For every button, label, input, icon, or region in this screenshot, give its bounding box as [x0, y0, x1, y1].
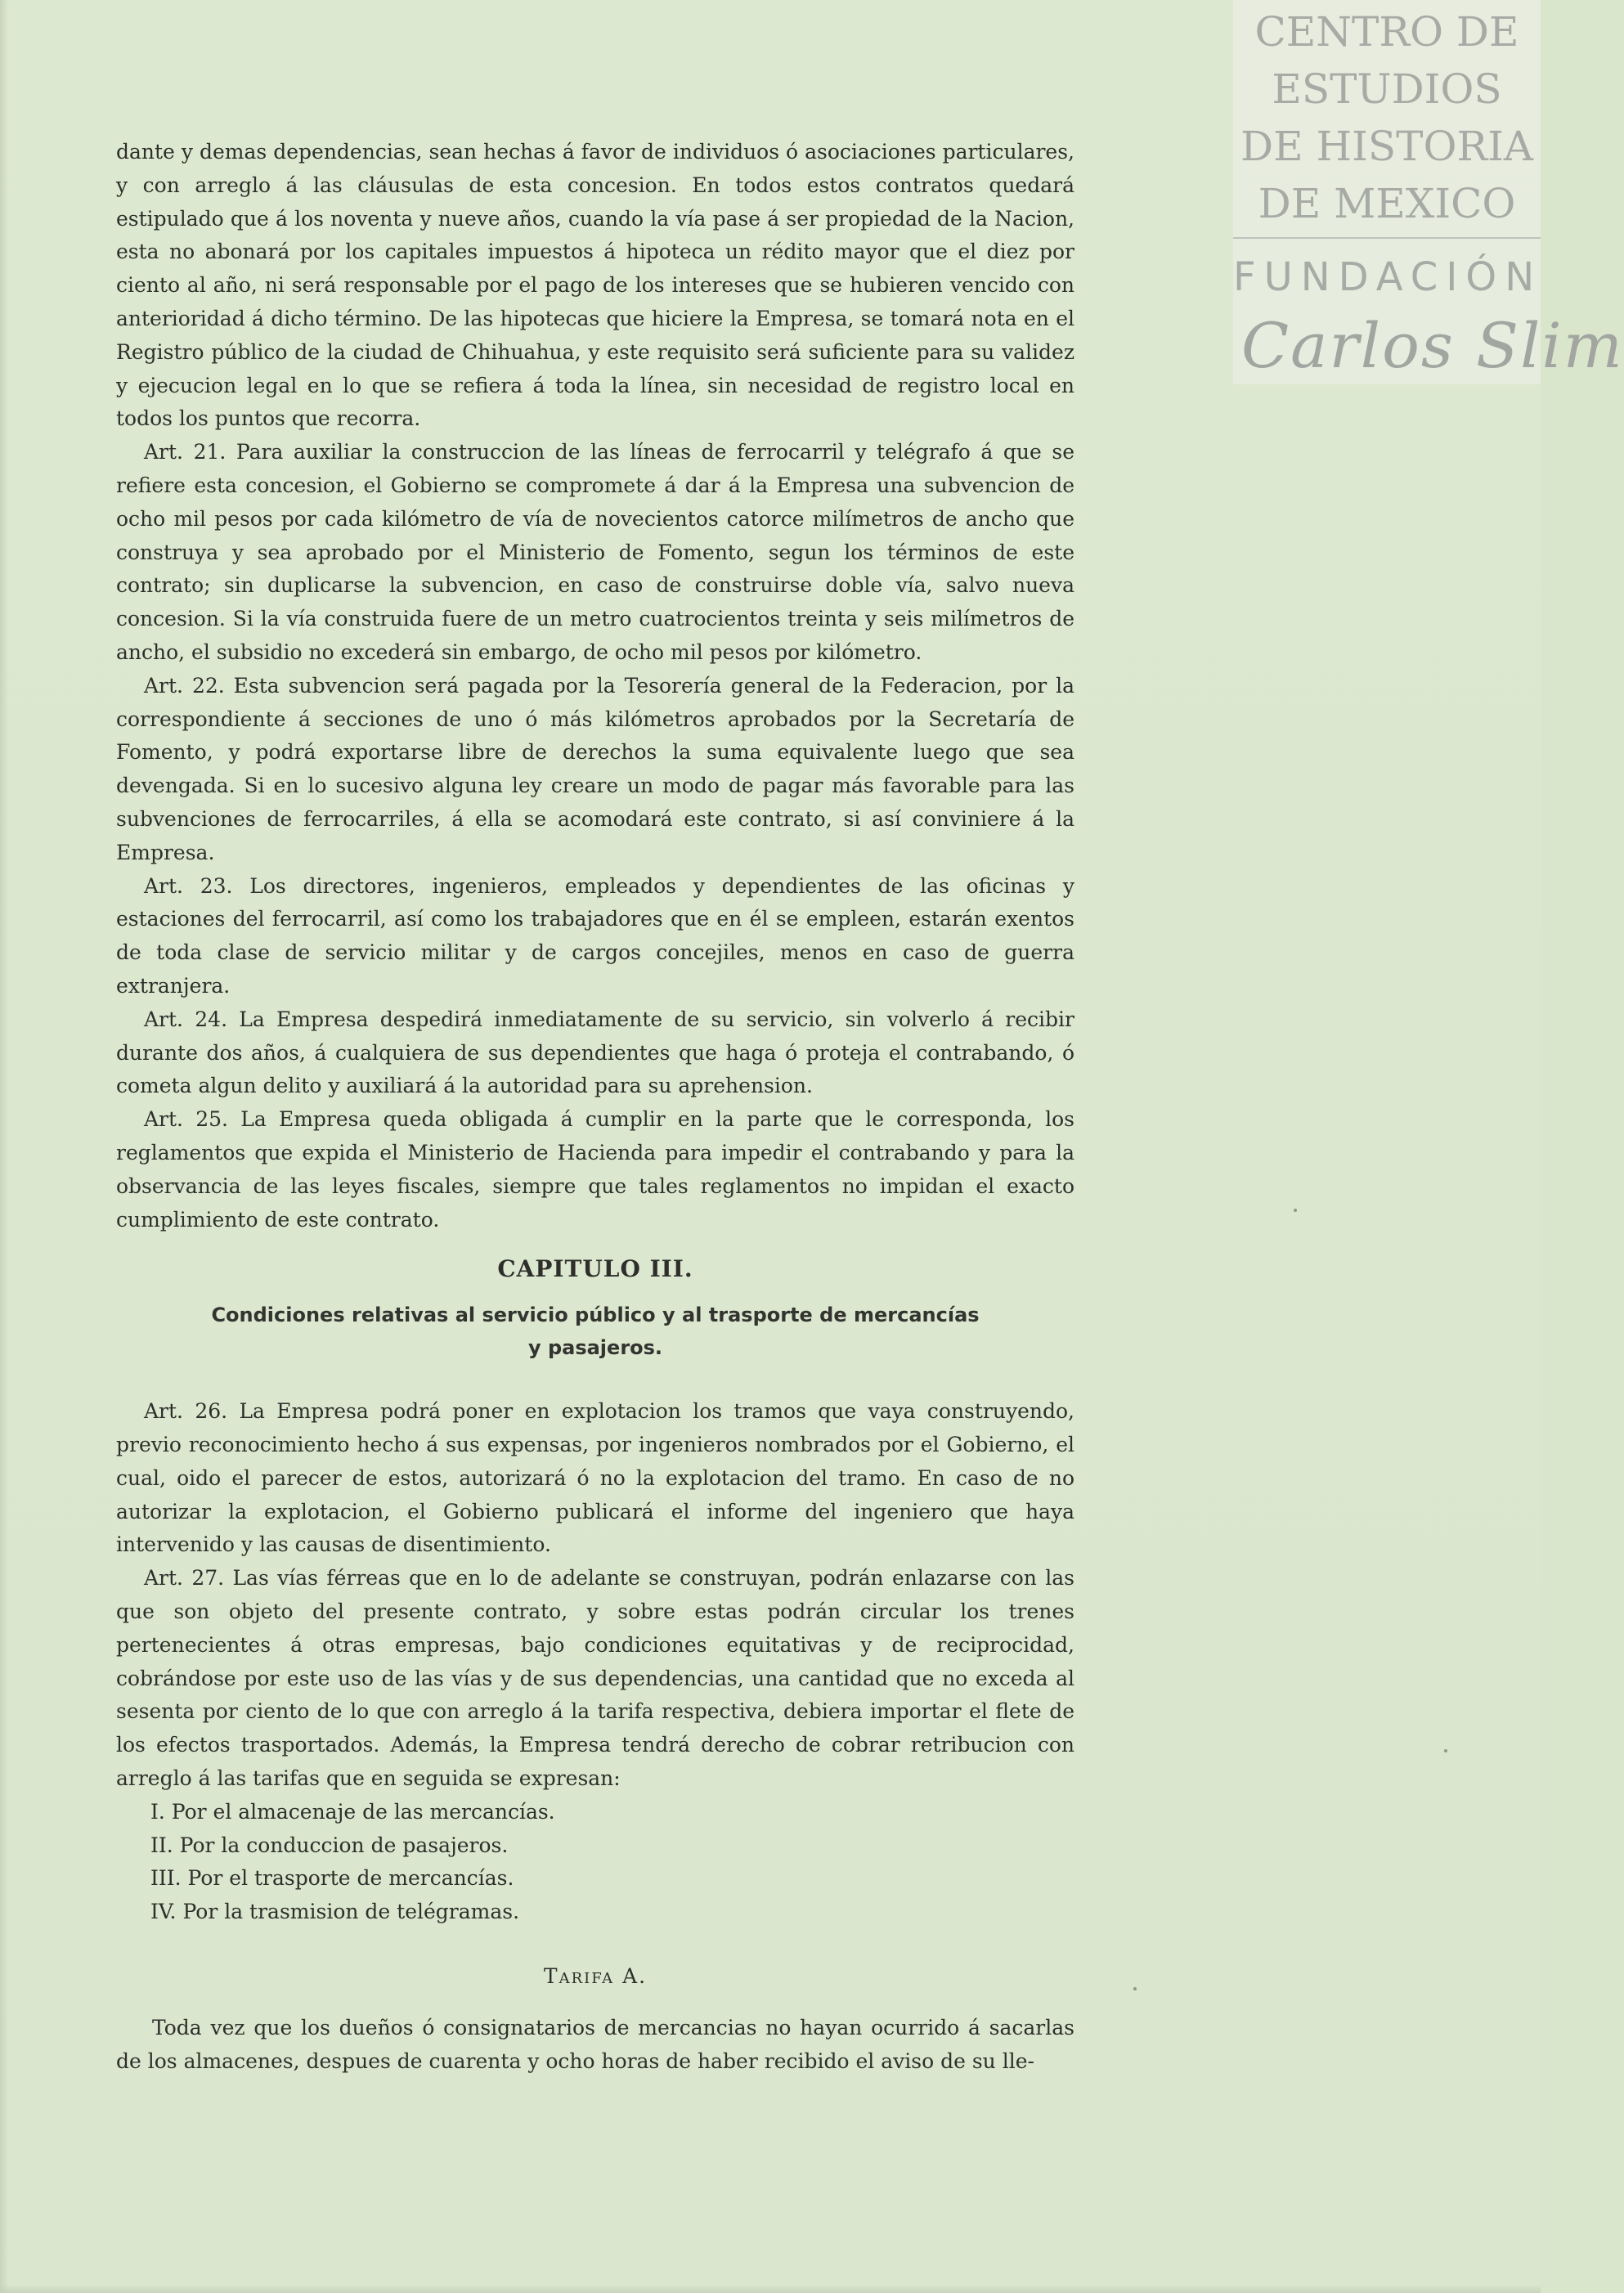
- article-25: Art. 25. La Empresa queda obligada á cumplir en la parte que le corresponda, los reglamentos que expida el Ministerio de Hacienda para impedir el contrabando y para la observancia de las leyes fiscales, siempre que tales reglamentos no impidan el exacto cumplimiento de este contrato.: [116, 1107, 1074, 1232]
- article-26: Art. 26. La Empresa podrá poner en explotacion los tramos que vaya construyendo, previo reconocimiento hecho á sus expensas, por ingenieros nombrados por el Gobierno, el cual, oido el parecer de estos, autorizará ó no la explotacion del tramo. En caso de no autorizar la explotacion, el Gobierno publicará el informe del ingeniero que haya intervenido y las causas de disentimiento.: [116, 1399, 1074, 1557]
- list-item: I. Por el almacenaje de las mercancías.: [150, 1799, 555, 1824]
- list-item: II. Por la conduccion de pasajeros.: [150, 1833, 509, 1857]
- paper-speck: [1444, 1749, 1447, 1752]
- article-24: Art. 24. La Empresa despedirá inmediatamente de su servicio, sin volverlo á recibir durante dos años, á cualquiera de sus dependientes que haga ó proteja el contrabando, ó cometa algun delito y auxiliará á la autoridad para su aprehension.: [116, 1007, 1074, 1098]
- page-edge-shadow-left: [0, 0, 8, 2293]
- article-23: Art. 23. Los directores, ingenieros, empleados y dependientes de las oficinas y estaciones del ferrocarril, así como los trabajadores que en él se empleen, estarán exentos de toda clase de servicio militar y de cargos concejiles, menos en caso de guerra extranjera.: [116, 873, 1074, 998]
- chapter-title: CAPITULO III.: [497, 1255, 693, 1283]
- paper-speck: [1133, 1987, 1137, 1990]
- text-column: [116, 136, 1074, 2078]
- watermark-line: DE MEXICO: [1258, 180, 1516, 227]
- watermark-signature: Carlos Slim: [1241, 309, 1624, 382]
- article-21: Art. 21. Para auxiliar la construccion de las líneas de ferrocarril y telégrafo á que se refiere esta concesion, el Gobierno se compromete á dar á la Empresa una subvencion de ocho mil pesos por cada kilómetro de vía de novecientos catorce milímetros de ancho que construya y sea aprobado por el Ministerio de Fomento, segun los términos de este contrato; sin duplicarse la subvencion, en caso de construirse doble vía, salvo nueva concesion. Si la vía construida fuere de un metro cuatrocientos treinta y seis milímetros de ancho, el subsidio no excederá sin embargo, de ocho mil pesos por kilómetro.: [116, 440, 1074, 664]
- tariff-list: [116, 1796, 1074, 1929]
- article-27: Art. 27. Las vías férreas que en lo de adelante se construyan, podrán enlazarse con las que son objeto del presente contrato, y sobre estas podrán circular los trenes pertenecientes á otras empresas, bajo condiciones equitativas y de reciprocidad, cobrándose por este uso de las vías y de sus dependencias, una cantidad que no exceda al sesenta por ciento de lo que con arreglo á la tarifa respectiva, debiera importar el flete de los efectos trasportados. Además, la Empresa tendrá derecho de cobrar retribucion con arreglo á las tarifas que en seguida se expresan:: [116, 1566, 1074, 1791]
- chapter-subtitle-line: y pasajeros.: [527, 1336, 663, 1360]
- watermark-line: DE HISTORIA: [1240, 123, 1533, 170]
- paper-speck: [1294, 1209, 1297, 1212]
- list-item: III. Por el trasporte de mercancías.: [150, 1866, 514, 1891]
- article-22: Art. 22. Esta subvencion será pagada por la Tesorería general de la Federacion, por la correspondiente á secciones de uno ó más kilómetros aprobados por la Secretaría de Fomento, y podrá exportarse libre de derechos la suma equivalente luego que sea devengada. Si en lo sucesivo alguna ley creare un modo de pagar más favorable para las subvenciones de ferrocarriles, á ella se acomodará este contrato, si así conviniere á la Empresa.: [116, 673, 1074, 864]
- watermark-divider: [1233, 237, 1541, 239]
- paragraph-opening: dante y demas dependencias, sean hechas á favor de individuos ó asociaciones particulares, y con arreglo á las cláusulas de esta concesion. En todos estos contratos quedará estipulado que á los noventa y nueve años, cuando la vía pase á ser propiedad de la Nacion, esta no abonará por los capitales impuestos á hipoteca un rédito mayor que el diez por ciento al año, ni será responsable por el pago de los intereses que se hubieren vencido con anterioridad á dicho término. De las hipotecas que hiciere la Empresa, se tomará nota en el Registro público de la ciudad de Chihuahua, y este requisito será suficiente para su validez y ejecucion legal en lo que se refiera á toda la línea, sin necesidad de registro local en todos los puntos que recorra.: [116, 140, 1074, 431]
- watermark-fundacion: FUNDACIÓN: [1233, 254, 1543, 300]
- chapter-subtitle: [116, 1299, 1074, 1364]
- watermark-stamp: [1233, 0, 1624, 384]
- list-item: IV. Por la trasmision de telégramas.: [150, 1900, 520, 1924]
- tariff-a-title: Tarifa A.: [543, 1964, 648, 1989]
- paragraph-tarifa: Toda vez que los dueños ó consignatarios de mercancias no hayan ocurrido á sacarlas de los almacenes, despues de cuarenta y ocho horas de haber recibido el aviso de su lle-: [116, 2015, 1074, 2073]
- watermark-line: CENTRO DE: [1254, 8, 1519, 56]
- page-edge-shadow-bottom: [0, 2285, 1541, 2293]
- chapter-subtitle-line: Condiciones relativas al servicio público y al trasporte de mercancías: [211, 1304, 980, 1327]
- watermark-line: ESTUDIOS: [1272, 65, 1502, 113]
